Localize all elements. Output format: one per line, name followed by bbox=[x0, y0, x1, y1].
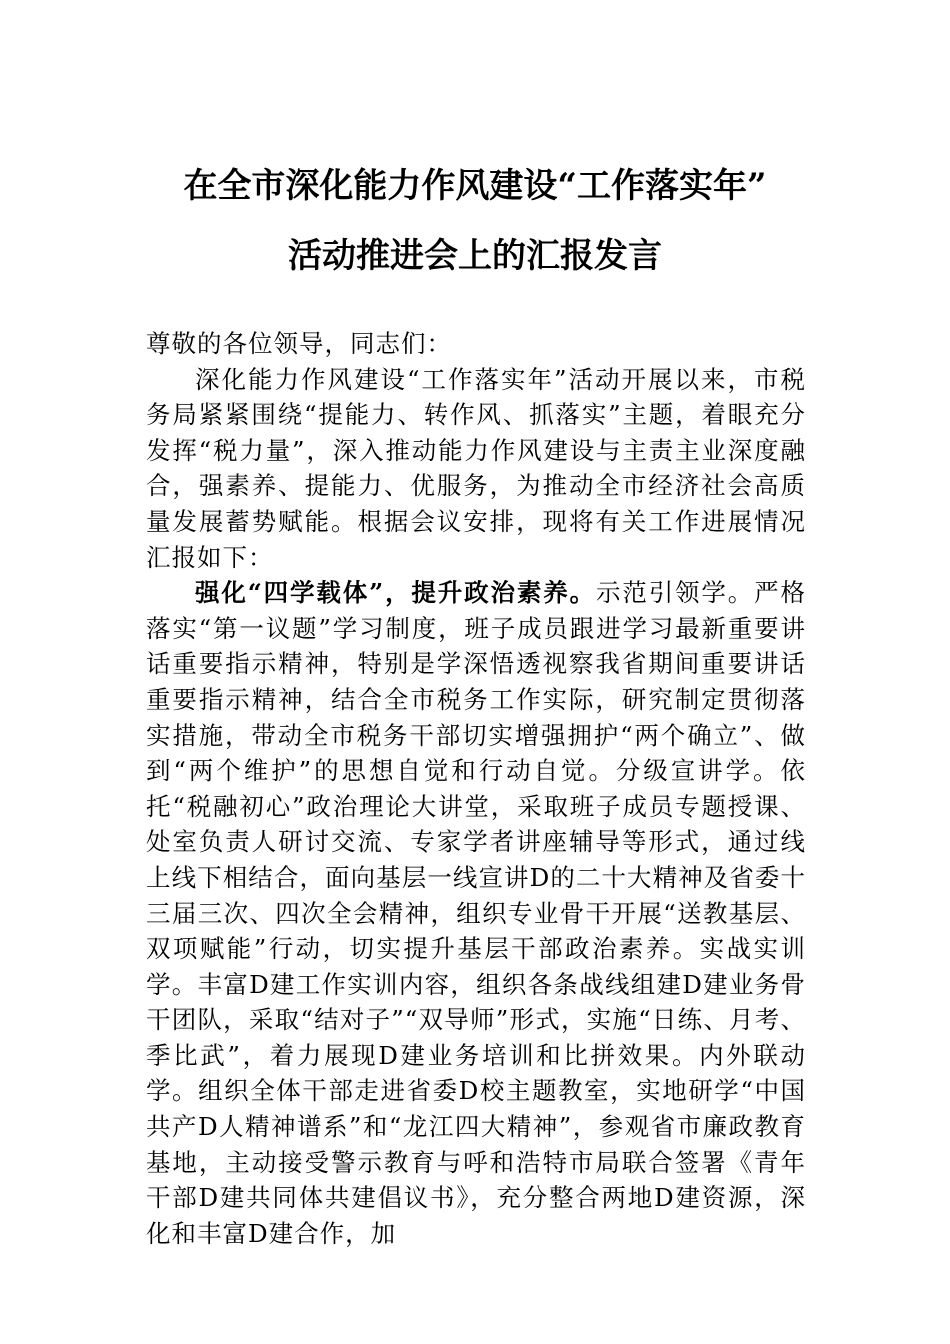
document-body bbox=[146, 326, 806, 1251]
paragraph-lead-heading: 强化“四学载体”，提升政治素养。 bbox=[195, 578, 596, 608]
paragraph-text: 示范引领学。严格落实“第一议题”学习制度，班子成员跟进学习最新重要讲话重要指示精神，特别是学深悟透视察我省期间重要讲话重要指示精神，结合全市税务工作实际，研究制定贯彻落实措施，带动全市税务干部切实增强拥护“两个确立”、做到“两个维护”的思想自觉和行动自觉。分级宣讲学。依托“税融初心”政治理论大讲堂，采取班子成员专题授课、处室负责人研讨交流、专家学者讲座辅导等形式，通过线上线下相结合，面向基层一线宣讲D的二十大精神及省委十三届三次、四次全会精神，组织专业骨干开展“送教基层、双项赋能”行动，切实提升基层干部政治素养。实战实训学。丰富D建工作实训内容，组织各条战线组建D建业务骨干团队，采取“结对子”“双导师”形式，实施“日练、月考、季比武”，着力展现D建业务培训和比拼效果。内外联动学。组织全体干部走进省委D校主题教室，实地研学“中国共产D人精神谱系”和“龙江四大精神”，参观省市廉政教育基地，主动接受警示教育与呼和浩特市局联合签署《青年干部D建共同体共建倡议书》，充分整合两地D建资源，深化和丰富D建合作，加 bbox=[146, 578, 806, 1248]
paragraph-political-study bbox=[146, 575, 806, 1251]
document-title-line-2: 活动推进会上的汇报发言 bbox=[288, 236, 662, 276]
salutation: 尊敬的各位领导，同志们： bbox=[146, 329, 452, 358]
document-title-line-1: 在全市深化能力作风建设“工作落实年” bbox=[183, 166, 767, 206]
paragraph-intro: 深化能力作风建设“工作落实年”活动开展以来，市税务局紧紧围绕“提能力、转作风、抓落实”主题，着眼充分发挥“税力量”，深入推动能力作风建设与主责主业深度融合，强素养、提能力、优服务，为推动全市经济社会高质量发展蓄势赋能。根据会议安排，现将有关工作进展情况汇报如下： bbox=[146, 364, 806, 572]
